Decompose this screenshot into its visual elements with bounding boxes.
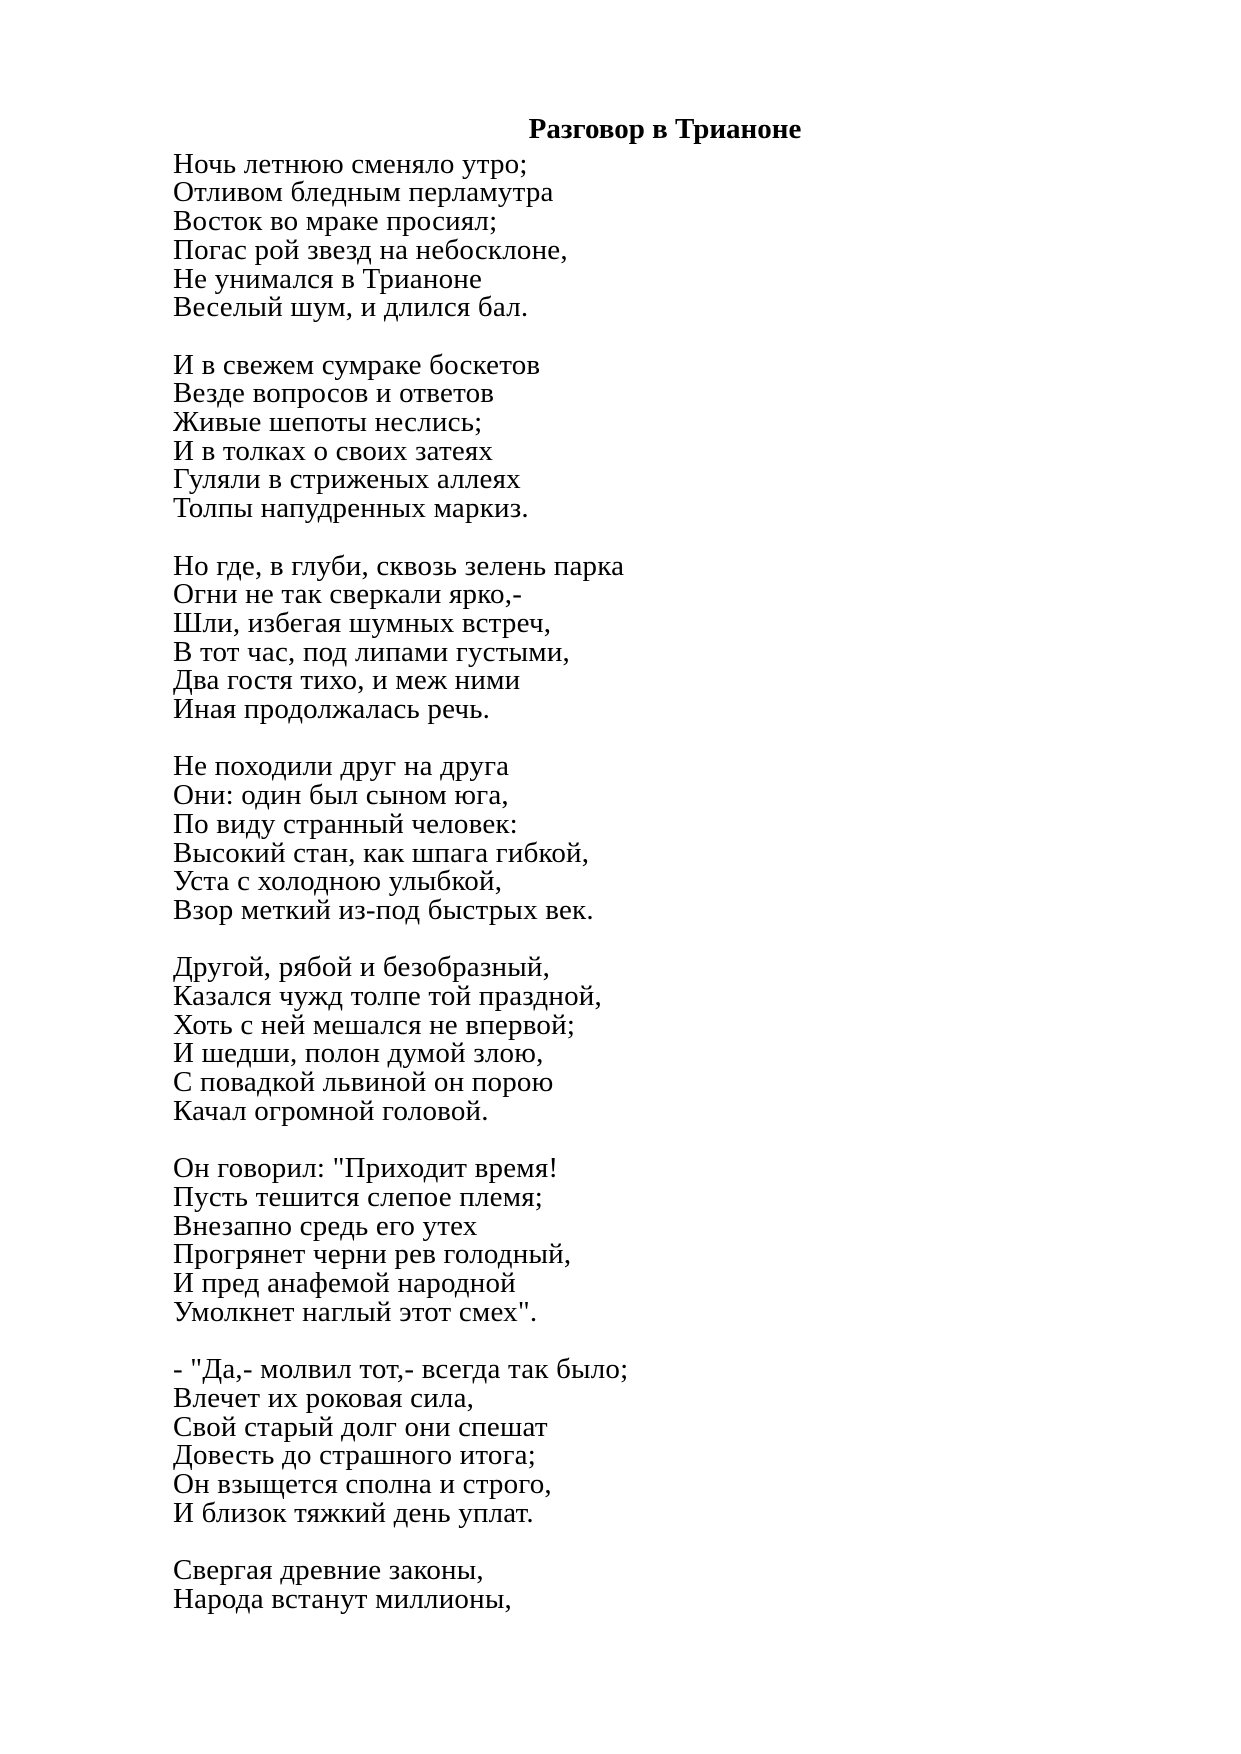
poem-line: И в толках о своих затеях (173, 434, 494, 467)
poem-line: Живые шепоты неслись; (173, 406, 483, 439)
poem-line: Пусть тешится слепое племя; (173, 1180, 544, 1213)
stanza-3 (173, 549, 1157, 726)
poem-line: Умолкнет наглый этот смех". (173, 1295, 538, 1328)
poem-line: По виду странный человек: (173, 807, 518, 840)
poem-line: Казался чужд толпе той праздной, (173, 980, 602, 1013)
poem-line: Довесть до страшного итога; (173, 1439, 537, 1472)
poem-line: В тот час, под липами густыми, (173, 635, 570, 668)
poem-line: - "Да,- молвил тот,- всегда так было; (173, 1353, 629, 1386)
poem-line: Внезапно средь его утех (173, 1209, 478, 1242)
poem-line: Свергая древние законы, (173, 1554, 484, 1587)
poem-line: Ночь летнюю сменяло утро; (173, 147, 528, 180)
poem-line: Но где, в глуби, сквозь зелень парка (173, 549, 625, 582)
poem-line: И в свежем сумраке боскетов (173, 348, 541, 381)
poem-line: Шли, избегая шумных встреч, (173, 606, 552, 639)
stanza-2 (173, 348, 1157, 525)
poem-line: Везде вопросов и ответов (173, 377, 495, 410)
poem-line: Веселый шум, и длился бал. (173, 291, 529, 324)
poem-line: Другой, рябой и безобразный, (173, 951, 551, 984)
poem-line: Влечет их роковая сила, (173, 1381, 475, 1414)
poem-line: Иная продолжалась речь. (173, 693, 491, 726)
poem-line: Не походили друг на друга (173, 750, 510, 783)
poem-line: Уста с холодною улыбкой, (173, 865, 503, 898)
stanza-5 (173, 953, 1157, 1125)
poem-line: Высокий стан, как шпага гибкой, (173, 836, 590, 869)
poem-line: С повадкой львиной он порою (173, 1066, 554, 1099)
poem-line: И близок тяжкий день уплат. (173, 1496, 534, 1529)
poem-line: Прогрянет черни рев голодный, (173, 1238, 572, 1271)
poem-line: Не унимался в Трианоне (173, 262, 483, 295)
poem-line: Он взыщется сполна и строго, (173, 1467, 552, 1500)
poem-line: Свой старый долг они спешат (173, 1410, 548, 1443)
stanza-8 (173, 1556, 1157, 1613)
poem-title: Разговор в Трианоне (528, 113, 802, 145)
poem-line: Огни не так сверкали ярко,- (173, 578, 523, 611)
poem-line: Гуляли в стриженых аллеях (173, 463, 521, 496)
poem-line: И пред анафемой народной (173, 1267, 516, 1300)
poem-line: Качал огромной головой. (173, 1094, 489, 1127)
poem-line: Он говорил: "Приходит время! (173, 1152, 559, 1185)
poem-line: Хоть с ней мешался не впервой; (173, 1008, 576, 1041)
poem-line: Они: один был сыном юга, (173, 779, 509, 812)
poem-line: Взор меткий из-под быстрых век. (173, 893, 594, 926)
stanza-4 (173, 752, 1157, 924)
poem-line: И шедши, полон думой злою, (173, 1037, 544, 1070)
poem-line: Народа встанут миллионы, (173, 1582, 512, 1615)
poem-line: Отливом бледным перламутра (173, 176, 554, 209)
stanza-6 (173, 1154, 1157, 1326)
poem-line: Толпы напудренных маркиз. (173, 492, 529, 525)
stanza-7 (173, 1355, 1157, 1527)
poem-line: Два гостя тихо, и меж ними (173, 664, 521, 697)
stanza-1 (173, 147, 1157, 324)
poem-line: Восток во мраке просиял; (173, 205, 498, 238)
poem-line: Погас рой звезд на небосклоне, (173, 233, 568, 266)
